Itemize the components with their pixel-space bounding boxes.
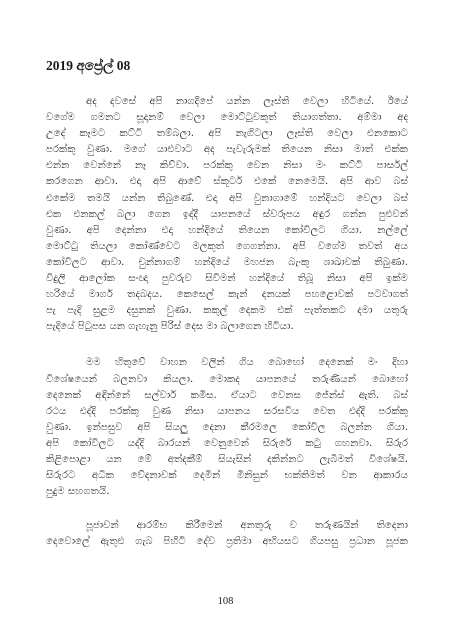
text-line: පූජාවන් ආරම්භ කිරීමෙන් අනතුරු ව තරුණයින් තිදෙනා [86, 520, 408, 532]
text-line: දෙවොලේ ඇතුළු ගැබ පිහිටි දේව ප්‍රතිමා අභියසට ගියපසු ප්‍රධාන පූජක [46, 536, 408, 548]
text-line: වුණා. අපි දෙන්නා එදා හන්දියේ තියෙන කෝවිලට ගියා. නල්ලේ [46, 224, 408, 236]
text-line: හරියේ මාර්ග තදබදය. කෙසෙල් කැන් දනයක් පහළොවක් පටවාගත් [46, 289, 408, 301]
text-line: කිළිපොළා යන මේ අත්දකීම් සියැසින් දකින්නට ලැබීමත් විශේෂයි. [46, 453, 408, 465]
paragraph-2 [46, 355, 408, 500]
page-number: 108 [217, 596, 234, 607]
text-line: මොට්ටු තියලා කෝණ්වෙට මලකුත් ගෙගන්නා. අපි වගේම තවත් අය [46, 240, 408, 252]
text-line: සිරුරට අධික වේදනාවක් දෙමින් මිනිසුන් භක්තිමත් වන ආකාරය [46, 470, 408, 482]
paragraph-spacer [46, 500, 408, 518]
text-line: පරක්කු වුණා. මගේ යාළුවාට අද පැවැරුමක් තියෙන නිසා මාත් එක්ක [46, 144, 408, 156]
paragraph-3 [46, 518, 408, 550]
text-line: කෝවිලට ආවා. චුන්නාගම් හන්දියේ මහජන බැංකු ශාඛාවක් තිබුණා. [46, 256, 408, 268]
text-line: පැ පැදි සුළම දසුනක් වුණා. කකුල් දෙකම එක් පැත්තකට දමා යතුරු [46, 305, 408, 317]
text-line: විශේෂයෙන් බලනවා කියලා. මොකද යාපනයේ තරුණියන් බොහෝ [46, 373, 408, 385]
text-line: වුණා. ඉන්පසුව අපි සියලු දෙනා කීරමලෙ කෝවිල බලන්න ගියා. [46, 421, 408, 433]
paragraph-spacer [46, 335, 408, 355]
text-line: දෙනෙක් අඳින්නේ සල්වාර් කමිස. ඒයාට වෙනස ජේන්ස් ඇති. බස් [46, 389, 408, 401]
text-line: මම හිතුවේ වාහන වලින් ගිය බොහෝ දෙනෙක් මං දිහා [86, 357, 408, 369]
text-line: අපි කෝවිලට යද්දි බාරයන් වෙනුවෙන් සිරුරේ කටු ගහනවා. සිරුර [46, 437, 408, 449]
text-line: කරගෙන ආවා. එදා අපි ආවේ ස්කූටර් එකේ නෙමෙයි. අපි ආව බස් [46, 176, 408, 188]
text-line: රථය එද්දි පරක්කු වුණ නිසා යාපනය සරසවිය වෙත එද්දි පරක්කු [46, 405, 408, 417]
body-text [46, 94, 408, 550]
text-line: වගේම ගමනට සූදානම් වෙලා මොට්ටුවකුත් තියාගත්තා. අම්මා අද [46, 112, 408, 124]
entry-date-heading: 2019 අප්‍රේල් 08 [46, 58, 131, 73]
text-line: එක එනකල් බලා ගෙන ඉද්දී යාපනයේ ස්වරූපය අඳුර ගන්න පුළුවන් [46, 208, 408, 220]
text-line: එකේම තමයි යන්න තිබුණේ. එදා අපි වුනාගාමේ හන්දියට වෙලා බස් [46, 192, 408, 204]
text-line: අද දවසේ අපි නාගදීපේ යන්න ලෑස්ති වෙලා හිටියේ. ඊයේ [86, 96, 408, 107]
text-line: පුදුම සහගතයි. [46, 486, 110, 498]
text-line: උදේ කෑමට කට්ටි තම්බලා. අපි නැගිටලා ලෑස්ති වෙලා එනකොට [46, 128, 408, 140]
text-line: එන්න වෙන්නේ නෑ කිව්වා. පරක්කු වෙන නිසා මං කට්ටි පාර්සල් [46, 160, 408, 172]
text-line: පැදියේ පිටුපස යන ගැහැනු පිරිස් දෙස මා බලාගෙන හිටියා. [46, 321, 294, 333]
paragraph-1 [46, 94, 408, 335]
text-line: විදුලි ආලෝක සංඥා පුවරුව සිවිමන් හන්දියේ තිබූ නිසා අපි ඉක්ම [46, 273, 408, 285]
